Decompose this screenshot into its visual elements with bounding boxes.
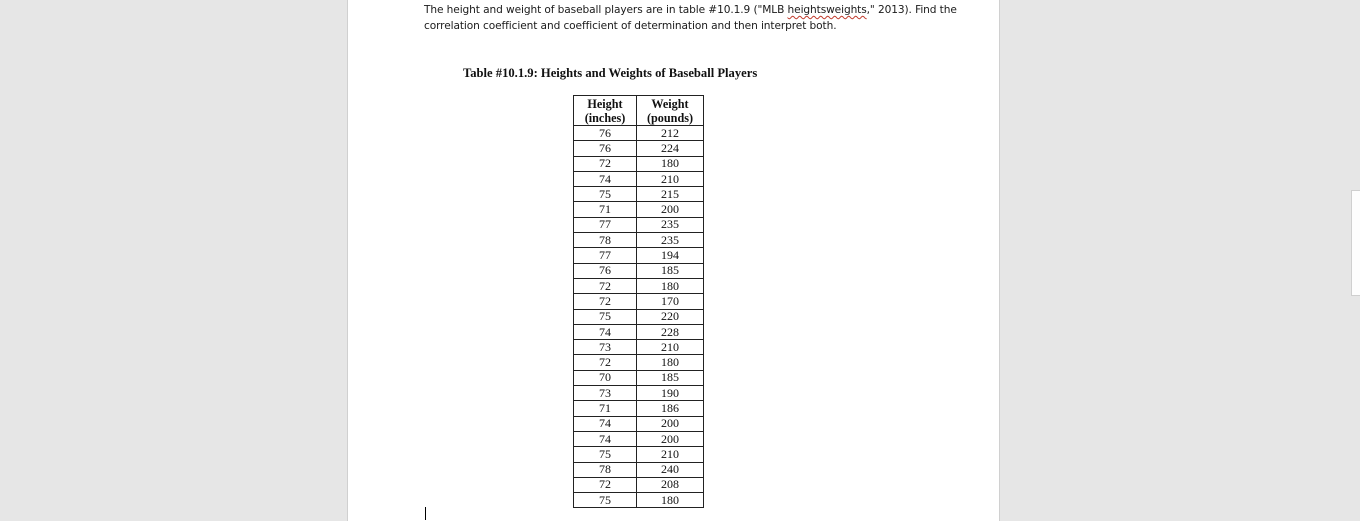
header-height <box>574 96 637 126</box>
paragraph-line-2: correlation coefficient and coefficient of determination and then interpret both. <box>424 19 837 32</box>
weight-cell: 190 <box>637 386 704 401</box>
table-row <box>574 233 704 248</box>
weight-cell: 180 <box>637 278 704 293</box>
table-caption: Table #10.1.9: Heights and Weights of Baseball Players <box>463 66 758 80</box>
weight-cell: 194 <box>637 248 704 263</box>
weight-cell: 170 <box>637 294 704 309</box>
weight-cell: 228 <box>637 324 704 339</box>
paragraph-text: The height and weight of baseball players are in table #10.1.9 ("MLB <box>424 4 788 16</box>
height-cell: 71 <box>574 401 637 416</box>
weight-cell: 186 <box>637 401 704 416</box>
height-cell: 76 <box>574 126 637 141</box>
spelling-error-word[interactable]: heightsweights <box>787 4 867 16</box>
height-cell: 76 <box>574 263 637 278</box>
weight-cell: 208 <box>637 477 704 492</box>
weight-cell: 180 <box>637 493 704 508</box>
height-cell: 72 <box>574 477 637 492</box>
header-weight-line2: (pounds) <box>646 110 694 125</box>
table-row <box>574 493 704 508</box>
height-cell: 73 <box>574 386 637 401</box>
table-row <box>574 309 704 324</box>
height-cell: 75 <box>574 447 637 462</box>
header-weight <box>637 96 704 126</box>
table-header-row <box>574 96 704 126</box>
table-row <box>574 217 704 232</box>
table-row <box>574 386 704 401</box>
table-row <box>574 187 704 202</box>
table-row <box>574 355 704 370</box>
height-cell: 72 <box>574 355 637 370</box>
height-cell: 70 <box>574 370 637 385</box>
weight-cell: 180 <box>637 156 704 171</box>
table-row <box>574 447 704 462</box>
height-cell: 78 <box>574 233 637 248</box>
weight-cell: 185 <box>637 263 704 278</box>
table-row <box>574 401 704 416</box>
height-cell: 75 <box>574 309 637 324</box>
table-row <box>574 278 704 293</box>
weight-cell: 185 <box>637 370 704 385</box>
table-row <box>574 324 704 339</box>
weight-cell: 200 <box>637 431 704 446</box>
table-row <box>574 156 704 171</box>
weight-cell: 212 <box>637 126 704 141</box>
height-cell: 73 <box>574 340 637 355</box>
weight-cell: 224 <box>637 141 704 156</box>
table-row <box>574 171 704 186</box>
height-cell: 71 <box>574 202 637 217</box>
height-cell: 72 <box>574 156 637 171</box>
height-cell: 74 <box>574 431 637 446</box>
scrollbar-thumb[interactable] <box>1351 190 1360 296</box>
table-row <box>574 294 704 309</box>
height-cell: 74 <box>574 416 637 431</box>
weight-cell: 240 <box>637 462 704 477</box>
table-row <box>574 340 704 355</box>
height-cell: 76 <box>574 141 637 156</box>
table-row <box>574 141 704 156</box>
table-row <box>574 416 704 431</box>
weight-cell: 180 <box>637 355 704 370</box>
weight-cell: 200 <box>637 202 704 217</box>
heights-weights-table <box>573 95 704 508</box>
height-cell: 77 <box>574 217 637 232</box>
height-cell: 72 <box>574 278 637 293</box>
text-cursor <box>425 507 426 520</box>
height-cell: 72 <box>574 294 637 309</box>
height-cell: 74 <box>574 171 637 186</box>
table-row <box>574 370 704 385</box>
height-cell: 78 <box>574 462 637 477</box>
table-row <box>574 263 704 278</box>
table-row <box>574 202 704 217</box>
table-row <box>574 477 704 492</box>
table-row <box>574 126 704 141</box>
height-cell: 77 <box>574 248 637 263</box>
header-weight-line1: Weight <box>651 96 689 111</box>
weight-cell: 210 <box>637 340 704 355</box>
weight-cell: 210 <box>637 447 704 462</box>
table-row <box>574 462 704 477</box>
paragraph-text: ," 2013). Find the <box>866 4 957 16</box>
weight-cell: 210 <box>637 171 704 186</box>
weight-cell: 235 <box>637 233 704 248</box>
weight-cell: 200 <box>637 416 704 431</box>
header-height-line1: Height <box>587 96 623 111</box>
height-cell: 74 <box>574 324 637 339</box>
weight-cell: 215 <box>637 187 704 202</box>
header-height-line2: (inches) <box>584 110 626 125</box>
table-row <box>574 248 704 263</box>
height-cell: 75 <box>574 187 637 202</box>
paragraph-line-1 <box>424 3 957 19</box>
table-row <box>574 431 704 446</box>
weight-cell: 235 <box>637 217 704 232</box>
problem-paragraph[interactable] <box>424 3 957 34</box>
document-page[interactable] <box>347 0 1000 521</box>
height-cell: 75 <box>574 493 637 508</box>
weight-cell: 220 <box>637 309 704 324</box>
